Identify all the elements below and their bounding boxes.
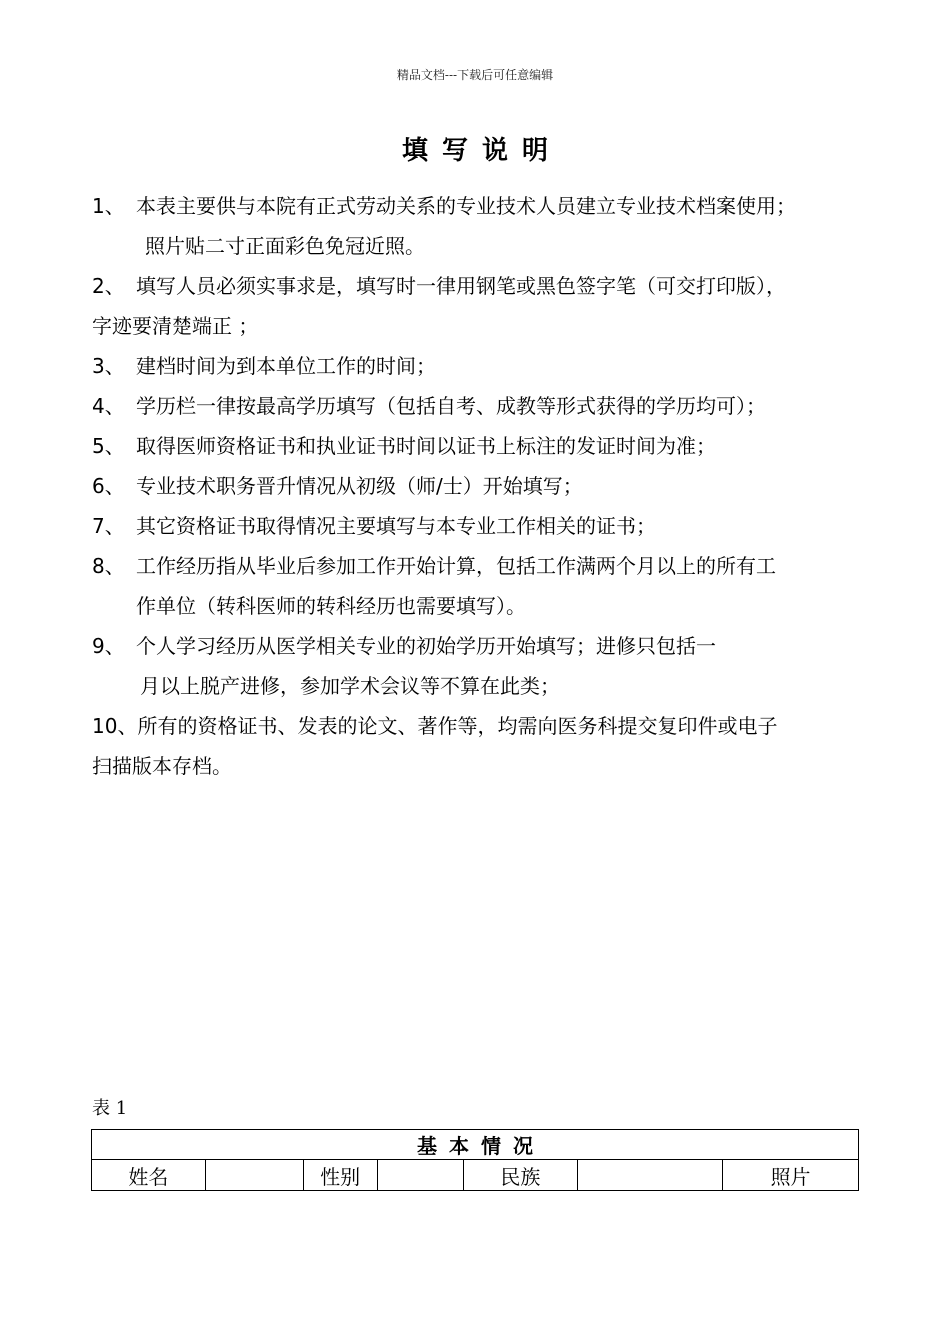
instruction-text: 工作经历指从毕业后参加工作开始计算，包括工作满两个月以上的所有工 <box>136 554 776 578</box>
instruction-item-1 <box>92 186 882 226</box>
name-label: 姓名 <box>92 1160 206 1191</box>
instruction-continuation: 照片贴二寸正面彩色免冠近照。 <box>145 234 425 258</box>
instruction-text: 建档时间为到本单位工作的时间； <box>136 354 436 378</box>
table-caption: 表 1 <box>92 1098 128 1119</box>
instruction-text: 其它资格证书取得情况主要填写与本专业工作相关的证书； <box>136 514 656 538</box>
instruction-continuation: 扫描版本存档。 <box>92 754 232 778</box>
ethnicity-field[interactable] <box>578 1160 723 1191</box>
instruction-item-3 <box>92 346 882 386</box>
instruction-number: 10、 <box>92 714 138 738</box>
page-title: 填写说明 <box>401 136 562 166</box>
instruction-item-5 <box>92 426 882 466</box>
instructions-list <box>92 186 882 786</box>
instruction-continuation: 作单位（转科医师的转科经历也需要填写）。 <box>136 594 526 618</box>
header-note: 精品文档---下载后可任意编辑 <box>396 68 554 82</box>
instruction-text: 填写人员必须实事求是，填写时一律用钢笔或黑色签字笔（可交打印版）， <box>136 274 786 298</box>
table-row <box>92 1160 859 1191</box>
instruction-item-10 <box>92 706 882 746</box>
basic-info-table <box>91 1129 859 1191</box>
section-title: 基本情况 <box>92 1130 859 1160</box>
instruction-number: 5、 <box>92 434 125 458</box>
instruction-text: 专业技术职务晋升情况从初级（师/士）开始填写； <box>136 474 583 498</box>
instruction-text: 个人学习经历从医学相关专业的初始学历开始填写；进修只包括一 <box>136 634 716 658</box>
instruction-text: 所有的资格证书、发表的论文、著作等，均需向医务科提交复印件或电子 <box>137 714 778 738</box>
instruction-item-2 <box>92 266 882 306</box>
instruction-item-8 <box>92 546 882 586</box>
instruction-number: 8、 <box>92 554 125 578</box>
instruction-number: 9、 <box>92 634 125 658</box>
instruction-text: 取得医师资格证书和执业证书时间以证书上标注的发证时间为准； <box>136 434 716 458</box>
instruction-item-7 <box>92 506 882 546</box>
instruction-number: 4、 <box>92 394 125 418</box>
instruction-number: 3、 <box>92 354 125 378</box>
instruction-item-9 <box>92 626 882 666</box>
photo-label: 照片 <box>723 1160 859 1191</box>
ethnicity-label: 民族 <box>463 1160 578 1191</box>
instruction-number: 1、 <box>92 194 125 218</box>
instruction-number: 7、 <box>92 514 125 538</box>
instruction-item-4 <box>92 386 882 426</box>
name-field[interactable] <box>205 1160 303 1191</box>
instruction-number: 6、 <box>92 474 125 498</box>
instruction-continuation: 月以上脱产进修，参加学术会议等不算在此类； <box>140 674 560 698</box>
gender-label: 性别 <box>303 1160 377 1191</box>
instruction-item-6 <box>92 466 882 506</box>
gender-field[interactable] <box>377 1160 463 1191</box>
instruction-text: 学历栏一律按最高学历填写（包括自考、成教等形式获得的学历均可）； <box>136 394 766 418</box>
instruction-text: 本表主要供与本院有正式劳动关系的专业技术人员建立专业技术档案使用； <box>136 194 796 218</box>
instruction-number: 2、 <box>92 274 125 298</box>
instruction-continuation: 字迹要清楚端正 ； <box>92 314 259 338</box>
